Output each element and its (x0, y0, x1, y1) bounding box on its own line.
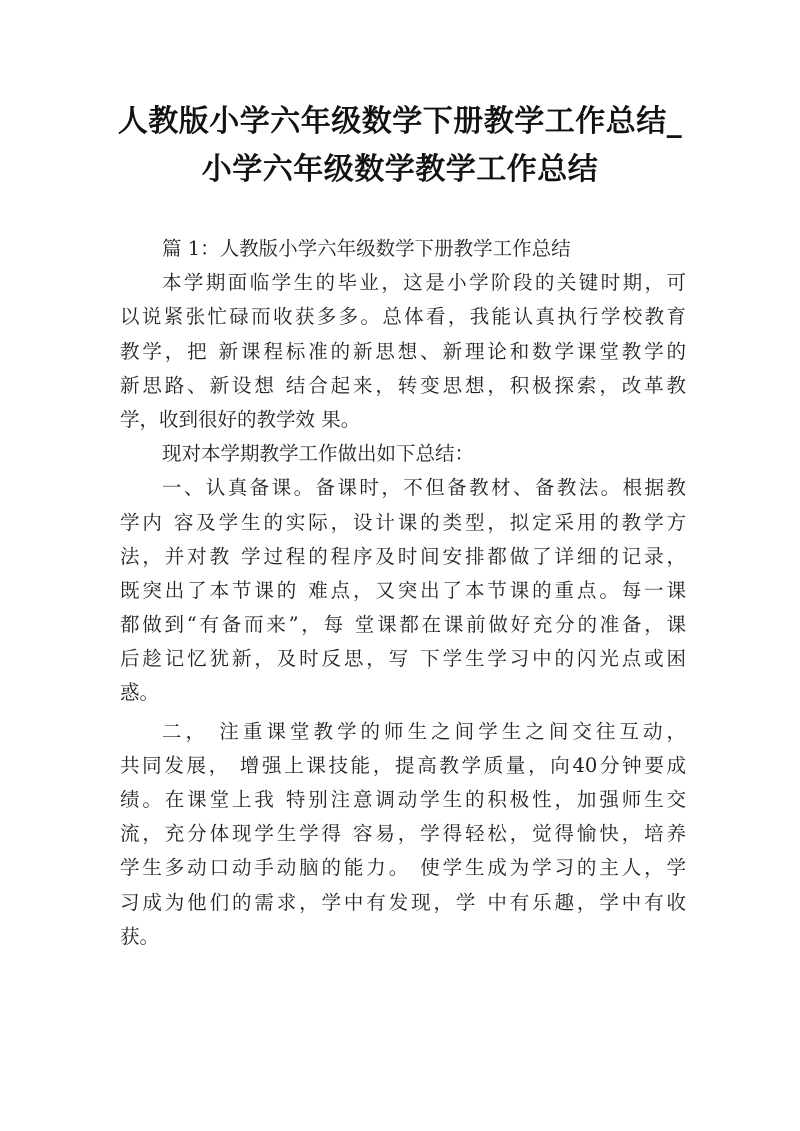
paragraph-line: 现对本学期教学工作做出如下总结： (162, 442, 475, 466)
title-line-2: 小学六年级数学教学工作总结 (201, 152, 599, 187)
title-line-1: 人教版小学六年级数学下册教学工作总结_ (117, 104, 683, 139)
document-body (120, 232, 686, 954)
paragraph-line: 以说紧张忙碌而收获多多。总体看，我能认真执行学校教育 (120, 305, 686, 329)
paragraph-line: 流，充分体现学生学得 容易，学得轻松，觉得愉快，培养 (120, 822, 686, 846)
section-heading: 篇 1：人教版小学六年级数学下册教学工作总结 (162, 237, 571, 260)
document-title (100, 98, 700, 194)
paragraph-line: 学内 容及学生的实际，设计课的类型，拟定采用的教学方 (120, 510, 686, 534)
paragraph-line: 后趁记忆犹新，及时反思，写 下学生学习中的闪光点或困 (120, 647, 686, 671)
paragraph-line: 绩。在课堂上我 特别注意调动学生的积极性，加强师生交 (120, 788, 686, 811)
paragraph-line: 教学，把 新课程标准的新思想、新理论和数学课堂教学的 (120, 339, 686, 363)
paragraph-line: 惑。 (120, 681, 160, 705)
paragraph-line: 获。 (120, 924, 160, 948)
paragraph-line: 学，收到很好的教学效 果。 (120, 407, 361, 431)
paragraph-line: 新思路、新设想 结合起来，转变思想，积极探索，改革教 (120, 373, 686, 397)
paragraph-line: 共同发展， 增强上课技能，提高教学质量，向40分钟要成 (120, 753, 686, 777)
paragraph-line: 都做到“有备而来”，每 堂课都在课前做好充分的准备，课 (120, 613, 686, 637)
paragraph-line: 习成为他们的需求，学中有发现，学 中有乐趣，学中有收 (120, 890, 686, 914)
paragraph-line: 既突出了本节课的 难点，又突出了本节课的重点。每一课 (120, 578, 686, 602)
paragraph-line: 法，并对教 学过程的程序及时间安排都做了详细的记录， (120, 544, 686, 568)
paragraph-line: 学生多动口动手动脑的能力。 使学生成为学习的主人，学 (120, 856, 686, 880)
paragraph-line: 本学期面临学生的毕业，这是小学阶段的关键时期，可 (162, 271, 686, 295)
paragraph-line: 一、认真备课。备课时，不但备教材、备教法。根据教 (162, 476, 686, 500)
paragraph-line: 二， 注重课堂教学的师生之间学生之间交往互动， (162, 719, 686, 743)
